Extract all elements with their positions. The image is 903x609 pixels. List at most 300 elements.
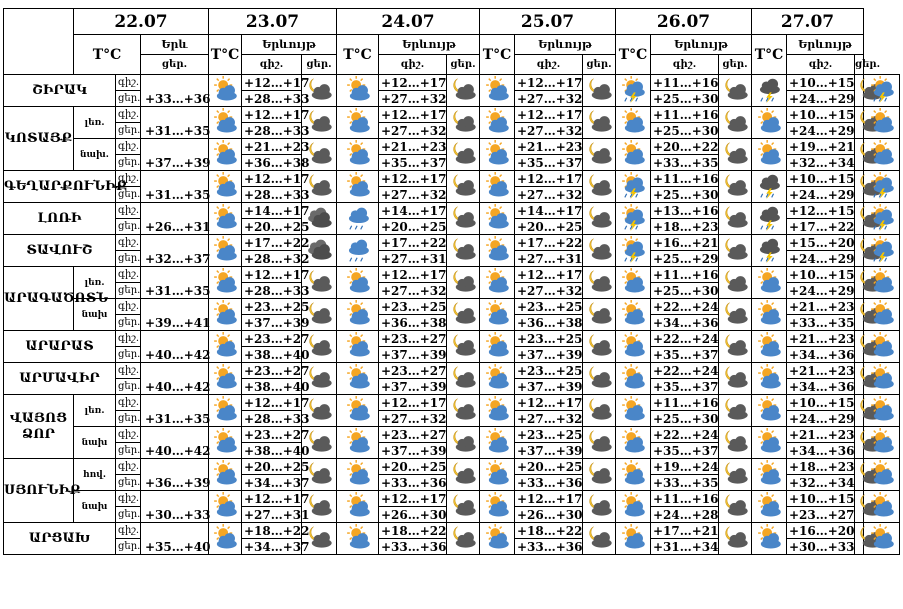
temperature-range: +33…+36 [379,475,447,491]
temperature-range: +21…+23 [379,139,447,155]
sun-behind-cloud-icon [209,139,242,171]
sun-behind-cloud-icon [616,427,651,459]
moon-behind-cloud-icon [583,139,616,171]
moon-behind-cloud-icon [583,331,616,363]
temperature-range: +40…+42 [141,427,209,459]
temperature-range: +16…+20 [787,523,855,539]
date-header: 22.07 [74,9,209,35]
night-header: գիշ. [787,55,855,75]
region-name: ՎԱՅՈՑ ՁՈՐ [4,395,74,459]
sun-thunderstorm-icon [616,75,651,107]
temperature-range: +20…+25 [242,459,302,475]
temperature-range: +14…+17 [242,203,302,219]
table-row [4,267,900,283]
moon-behind-cloud-icon [583,107,616,139]
temperature-range: +33…+36 [379,539,447,555]
temperature-range: +12…+17 [515,267,583,283]
region-name: ԱՐԱՐԱՏ [4,331,116,363]
temperature-range: +12…+17 [242,107,302,123]
temperature-range: +24…+29 [787,187,855,203]
temperature-range: +35…+37 [651,347,719,363]
table-row [4,203,900,219]
temperature-range: +24…+29 [787,411,855,427]
temperature-range: +18…+22 [515,523,583,539]
moon-behind-cloud-icon [447,203,480,235]
moon-behind-cloud-icon [447,427,480,459]
temperature-range: +10…+15 [787,491,855,507]
sun-behind-cloud-icon [480,107,515,139]
temperature-range: +27…+32 [515,411,583,427]
temperature-range: +12…+17 [379,395,447,411]
night-header: գիշ. [651,55,719,75]
day-label: ցեր. [116,219,141,235]
region-name: ՇԻՐԱԿ [4,75,116,107]
temperature-range: +37…+39 [515,379,583,395]
temperature-range: +37…+39 [379,379,447,395]
table-row [4,331,900,347]
thunderstorm-icon [752,171,787,203]
temp-header: T°C [74,35,141,75]
moon-behind-cloud-icon [855,235,864,267]
temperature-range: +27…+31 [242,507,302,523]
sun-behind-cloud-icon [209,203,242,235]
temperature-range: +21…+23 [787,299,855,315]
moon-behind-cloud-icon [719,523,752,555]
temperature-range: +12…+17 [379,107,447,123]
date-header: 27.07 [752,9,864,35]
night-label: գիշ. [116,139,141,155]
sun-behind-cloud-icon [337,459,379,491]
temperature-range: +37…+39 [242,315,302,331]
region-name: ՍՅՈՒՆԻՔ [4,459,74,523]
temperature-range: +32…+37 [141,235,209,267]
night-label: գիշ. [116,235,141,251]
weather-header: Երև [141,35,209,55]
temperature-range: +32…+34 [787,155,855,171]
temperature-range: +20…+25 [379,459,447,475]
temperature-range: +12…+17 [515,491,583,507]
moon-behind-cloud-icon [447,139,480,171]
temperature-range: +35…+37 [651,443,719,459]
temperature-range: +36…+38 [515,315,583,331]
rain-cloud-icon [337,235,379,267]
temperature-range: +12…+17 [515,171,583,187]
night-header: գիշ. [515,55,583,75]
temperature-range: +27…+32 [379,283,447,299]
sun-behind-cloud-icon [337,171,379,203]
moon-behind-cloud-icon [583,235,616,267]
date-header: 23.07 [209,9,337,35]
moon-behind-cloud-icon [583,491,616,523]
temp-header: T°C [337,35,379,75]
moon-behind-cloud-icon [583,523,616,555]
sun-behind-cloud-icon [616,267,651,299]
moon-behind-cloud-icon [855,523,864,555]
moon-behind-cloud-icon [583,427,616,459]
moon-behind-cloud-icon [855,395,864,427]
temperature-range: +12…+17 [379,267,447,283]
sun-behind-cloud-icon [752,363,787,395]
temperature-range: +19…+24 [651,459,719,475]
sun-behind-cloud-icon [337,363,379,395]
temperature-range: +26…+31 [141,203,209,235]
temperature-range: +26…+30 [379,507,447,523]
moon-behind-cloud-icon [855,203,864,235]
temperature-range: +11…+16 [651,267,719,283]
temperature-range: +23…+25 [515,299,583,315]
temperature-range: +14…+17 [515,203,583,219]
temperature-range: +31…+34 [651,539,719,555]
table-row [4,107,900,123]
temperature-range: +23…+25 [379,299,447,315]
temperature-range: +21…+23 [242,139,302,155]
temperature-range: +23…+27 [242,331,302,347]
subregion-label: հով. [74,459,116,491]
moon-behind-cloud-icon [719,235,752,267]
moon-behind-cloud-icon [719,171,752,203]
temperature-range: +28…+33 [242,91,302,107]
temperature-range: +33…+35 [651,475,719,491]
temperature-range: +12…+17 [515,75,583,91]
sun-thunderstorm-icon [616,171,651,203]
sun-behind-cloud-icon [209,235,242,267]
temperature-range: +21…+23 [787,363,855,379]
table-row [4,523,900,539]
temperature-range: +12…+17 [242,171,302,187]
temperature-range: +24…+29 [787,91,855,107]
temperature-range: +37…+39 [379,443,447,459]
sun-behind-cloud-icon [480,267,515,299]
temperature-range: +16…+21 [651,235,719,251]
temperature-range: +10…+15 [787,267,855,283]
day-label: ցեր. [116,251,141,267]
night-label: գիշ. [116,331,141,347]
temperature-range: +23…+27 [379,363,447,379]
sun-behind-cloud-icon [209,459,242,491]
temperature-range: +12…+17 [242,395,302,411]
sun-behind-cloud-icon [337,107,379,139]
moon-behind-cloud-icon [447,267,480,299]
night-label: գիշ. [116,491,141,507]
table-row [4,139,900,155]
temperature-range: +14…+17 [379,203,447,219]
moon-behind-cloud-icon [447,107,480,139]
temperature-range: +12…+17 [379,491,447,507]
day-label: ցեր. [116,379,141,395]
temperature-range: +25…+30 [651,91,719,107]
date-header: 26.07 [616,9,752,35]
day-header: ցեր. [302,55,337,75]
night-label: գիշ. [116,107,141,123]
temperature-range: +11…+16 [651,395,719,411]
sun-behind-cloud-icon [337,395,379,427]
moon-behind-cloud-icon [583,395,616,427]
temperature-range: +27…+32 [515,283,583,299]
sun-behind-cloud-icon [480,363,515,395]
rain-cloud-icon [337,203,379,235]
moon-behind-cloud-icon [447,523,480,555]
sun-behind-cloud-icon [752,491,787,523]
temperature-range: +20…+25 [515,219,583,235]
sun-behind-cloud-icon [752,267,787,299]
temperature-range: +12…+17 [515,395,583,411]
day-label: ցեր. [116,187,141,203]
temperature-range: +23…+25 [515,331,583,347]
temperature-range: +20…+25 [242,219,302,235]
temp-header: T°C [480,35,515,75]
sun-behind-cloud-icon [616,107,651,139]
subregion-label: նախ [74,427,116,459]
temperature-range: +31…+35 [141,171,209,203]
temperature-range: +23…+27 [242,427,302,443]
temperature-range: +40…+42 [141,331,209,363]
moon-behind-cloud-icon [719,203,752,235]
temperature-range: +38…+40 [242,379,302,395]
temperature-range: +18…+22 [242,523,302,539]
temp-header: T°C [616,35,651,75]
moon-behind-cloud-icon [447,491,480,523]
temperature-range: +28…+33 [242,411,302,427]
temperature-range: +38…+40 [242,443,302,459]
sun-behind-cloud-icon [480,331,515,363]
temperature-range: +27…+32 [379,411,447,427]
temperature-range: +36…+39 [141,459,209,491]
subregion-label: լեռ. [74,267,116,299]
temperature-range: +28…+33 [242,187,302,203]
temperature-range: +18…+22 [379,523,447,539]
temperature-range: +17…+22 [515,235,583,251]
day-label: ցեր. [116,475,141,491]
sun-behind-cloud-icon [752,459,787,491]
moon-behind-cloud-icon [583,299,616,331]
day-label: ցեր. [116,123,141,139]
temperature-range: +38…+40 [242,347,302,363]
moon-behind-cloud-icon [855,427,864,459]
sun-behind-cloud-icon [209,75,242,107]
temperature-range: +30…+33 [787,539,855,555]
moon-behind-cloud-icon [719,75,752,107]
moon-behind-cloud-icon [583,203,616,235]
temperature-range: +33…+36 [515,475,583,491]
region-name: ԱՐՑԱԽ [4,523,116,555]
temperature-range: +33…+36 [515,539,583,555]
weather-forecast-table [3,8,900,555]
temperature-range: +40…+42 [141,363,209,395]
temperature-range: +31…+35 [141,267,209,299]
temperature-range: +10…+15 [787,395,855,411]
temperature-range: +27…+32 [379,187,447,203]
moon-behind-cloud-icon [719,427,752,459]
temperature-range: +33…+35 [651,155,719,171]
region-name: ԿՈՏԱՅՔ [4,107,74,171]
temperature-range: +12…+17 [242,267,302,283]
weather-header: Երևույթ [242,35,337,55]
region-name: ԱՐՄԱՎԻՐ [4,363,116,395]
temperature-range: +11…+16 [651,491,719,507]
temperature-range: +17…+21 [651,523,719,539]
temperature-range: +17…+22 [379,235,447,251]
temperature-range: +11…+16 [651,107,719,123]
day-label: ցեր. [116,283,141,299]
sun-behind-cloud-icon [480,491,515,523]
sun-behind-cloud-icon [337,427,379,459]
moon-behind-cloud-icon [447,171,480,203]
temperature-range: +10…+15 [787,171,855,187]
temperature-range: +28…+33 [242,123,302,139]
temperature-range: +23…+27 [379,331,447,347]
sun-behind-cloud-icon [337,75,379,107]
temperature-range: +34…+36 [787,347,855,363]
temperature-range: +27…+32 [515,123,583,139]
temp-header: T°C [209,35,242,75]
table-row [4,235,900,251]
sun-behind-cloud-icon [337,331,379,363]
temperature-range: +23…+25 [242,299,302,315]
sun-behind-cloud-icon [480,235,515,267]
sun-behind-cloud-icon [480,75,515,107]
weather-header: Երևույթ [651,35,752,55]
subregion-label: նախ [74,491,116,523]
region-name: ՏԱՎՈՒՇ [4,235,116,267]
moon-behind-cloud-icon [719,491,752,523]
day-label: ցեր. [116,347,141,363]
moon-behind-cloud-icon [719,363,752,395]
temperature-range: +24…+29 [787,283,855,299]
date-header: 24.07 [337,9,480,35]
sun-behind-cloud-icon [480,395,515,427]
moon-behind-cloud-icon [855,267,864,299]
sun-behind-cloud-icon [209,363,242,395]
moon-behind-cloud-icon [719,267,752,299]
temperature-range: +17…+22 [242,235,302,251]
moon-behind-cloud-icon [583,267,616,299]
temperature-range: +28…+33 [242,283,302,299]
night-label: գիշ. [116,395,141,411]
table-row [4,427,900,443]
temperature-range: +27…+32 [379,91,447,107]
temperature-range: +23…+25 [515,427,583,443]
moon-behind-cloud-icon [719,139,752,171]
temperature-range: +12…+17 [379,75,447,91]
thunderstorm-icon [752,75,787,107]
sun-behind-cloud-icon [209,107,242,139]
table-row [4,299,900,315]
sun-behind-cloud-icon [209,331,242,363]
subregion-label: լեռ. [74,107,116,139]
sun-behind-cloud-icon [616,139,651,171]
night-label: գիշ. [116,267,141,283]
sun-behind-cloud-icon [209,427,242,459]
date-header: 25.07 [480,9,616,35]
moon-behind-cloud-icon [719,395,752,427]
temperature-range: +22…+24 [651,427,719,443]
thunderstorm-icon [752,203,787,235]
temperature-range: +39…+41 [141,299,209,331]
sun-behind-cloud-icon [752,427,787,459]
temperature-range: +25…+30 [651,283,719,299]
moon-behind-cloud-icon [447,395,480,427]
sun-behind-cloud-icon [480,171,515,203]
region-name: ԳԵՂԱՐՔՈՒՆԻՔ [4,171,116,203]
sun-behind-cloud-icon [752,139,787,171]
thunderstorm-icon [752,235,787,267]
temperature-range: +23…+25 [515,363,583,379]
night-label: գիշ. [116,427,141,443]
temperature-range: +37…+39 [379,347,447,363]
sun-behind-cloud-icon [337,139,379,171]
day-label: ցեր. [116,315,141,331]
temperature-range: +25…+30 [651,411,719,427]
region-name: ԼՈՌԻ [4,203,116,235]
day-header: ցեր. [447,55,480,75]
temperature-range: +10…+15 [787,75,855,91]
subregion-label: նախ. [74,139,116,171]
temperature-range: +34…+36 [787,443,855,459]
table-row [4,491,900,507]
moon-behind-cloud-icon [719,331,752,363]
temperature-range: +37…+39 [141,139,209,171]
night-header: գիշ. [242,55,302,75]
day-label: ցեր. [116,507,141,523]
temperature-range: +17…+22 [787,219,855,235]
night-label: գիշ. [116,459,141,475]
temperature-range: +27…+31 [379,251,447,267]
moon-behind-cloud-icon [855,363,864,395]
moon-behind-cloud-icon [855,299,864,331]
sun-behind-cloud-icon [337,523,379,555]
temperature-range: +34…+36 [651,315,719,331]
temperature-range: +22…+24 [651,299,719,315]
moon-behind-cloud-icon [719,459,752,491]
table-row [4,395,900,411]
table-row [4,75,900,91]
subregion-label: նախ [74,299,116,331]
temperature-range: +25…+30 [651,123,719,139]
sun-behind-cloud-icon [752,331,787,363]
night-label: գիշ. [116,523,141,539]
sun-behind-cloud-icon [752,395,787,427]
moon-behind-cloud-icon [719,299,752,331]
sun-behind-cloud-icon [209,267,242,299]
night-label: գիշ. [116,75,141,91]
sun-behind-cloud-icon [752,107,787,139]
temperature-range: +27…+31 [515,251,583,267]
weather-header: Երևույթ [787,35,864,55]
temperature-range: +27…+32 [515,187,583,203]
temperature-range: +27…+32 [379,123,447,139]
temperature-range: +31…+35 [141,107,209,139]
moon-behind-cloud-icon [855,459,864,491]
temperature-range: +10…+15 [787,107,855,123]
temperature-range: +32…+34 [787,475,855,491]
night-label: գիշ. [116,299,141,315]
temperature-range: +35…+37 [515,155,583,171]
weather-header: Երևույթ [379,35,480,55]
temperature-range: +13…+16 [651,203,719,219]
sun-behind-cloud-icon [480,427,515,459]
sun-behind-cloud-icon [616,459,651,491]
moon-behind-cloud-icon [855,331,864,363]
sun-behind-cloud-icon [209,395,242,427]
day-header: ցեր. [583,55,616,75]
temperature-range: +28…+32 [242,251,302,267]
day-label: ցեր. [116,155,141,171]
temperature-range: +31…+35 [141,395,209,427]
moon-behind-cloud-icon [855,171,864,203]
sun-behind-cloud-icon [616,363,651,395]
day-label: ցեր. [116,443,141,459]
moon-behind-cloud-icon [855,491,864,523]
